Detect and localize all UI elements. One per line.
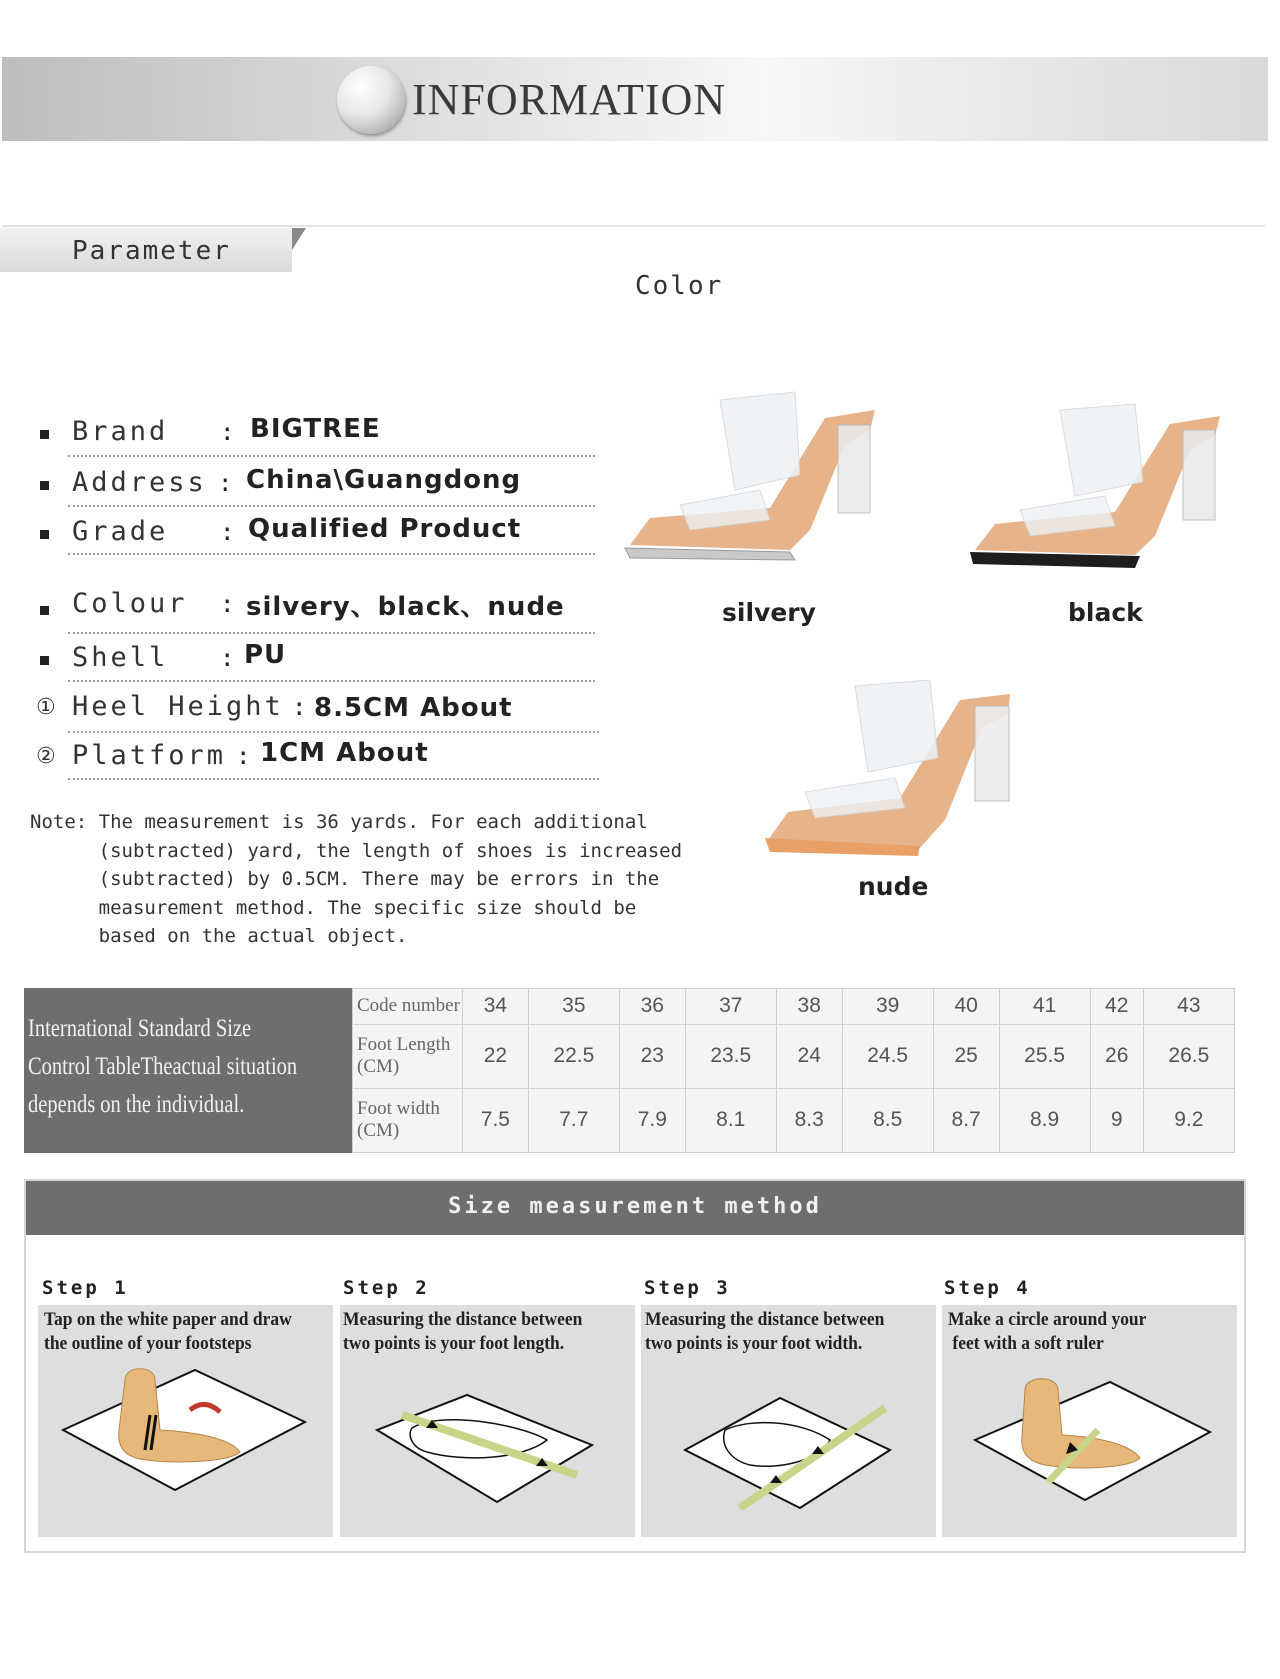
spec-colon: : (220, 644, 235, 672)
size-chart-title-line: Control TableTheactual situation (28, 1053, 298, 1080)
dotted-divider (68, 553, 595, 555)
step-3-title: Step 3 (644, 1277, 731, 1299)
bullet-icon (40, 430, 49, 439)
table-cell: 26.5 (1143, 1024, 1234, 1088)
dotted-divider (68, 632, 595, 634)
spec-value: PU (244, 640, 287, 670)
step-4-text: Make a circle around your feet with a soft ruler (948, 1309, 1147, 1354)
spec-colon: : (292, 693, 307, 721)
table-cell: 22.5 (528, 1024, 619, 1088)
spec-colon: : (220, 590, 235, 618)
spec-value: BIGTREE (250, 414, 381, 444)
size-chart (24, 988, 1235, 1153)
table-cell: 8.7 (933, 1088, 999, 1152)
step-1-title: Step 1 (42, 1277, 129, 1299)
parameter-label: Parameter (72, 236, 231, 266)
step-2-title: Step 2 (343, 1277, 430, 1299)
table-cell: 8.9 (999, 1088, 1090, 1152)
bullet-icon (40, 606, 49, 615)
table-cell: 43 (1143, 989, 1234, 1025)
table-cell: 8.5 (842, 1088, 933, 1152)
bullet-icon (40, 530, 49, 539)
measurement-note: Note: The measurement is 36 yards. For each additional (subtracted) yard, the length of shoes is increased (subtracted) by 0.5CM. There may be errors in the measurement method. The specific size should be based on the actual object. (30, 811, 683, 947)
circled-one-marker: ① (36, 695, 56, 720)
dotted-divider (68, 680, 595, 682)
table-cell: 25.5 (999, 1024, 1090, 1088)
bullet-icon (40, 481, 49, 490)
table-cell: 7.5 (463, 1088, 529, 1152)
spec-colon: : (220, 518, 235, 546)
size-grid (352, 988, 1235, 1153)
dotted-divider (68, 731, 599, 733)
table-row (353, 989, 1235, 1025)
dotted-divider (68, 455, 595, 457)
table-cell: 23 (619, 1024, 685, 1088)
shoe-image-black (965, 400, 1225, 580)
spec-value: Qualified Product (248, 514, 522, 544)
method-header-bar (26, 1181, 1244, 1235)
table-cell: 8.1 (685, 1088, 776, 1152)
color-heading: Color (635, 271, 724, 301)
step-3-text: Measuring the distance between two points is your foot width. (645, 1309, 885, 1354)
table-cell: 7.9 (619, 1088, 685, 1152)
banner-circle-icon (337, 66, 405, 134)
spec-colon: : (236, 742, 251, 770)
color-caption-black: black (1068, 598, 1143, 627)
spec-label: Heel Height (72, 691, 284, 722)
step-1-illustration (55, 1360, 310, 1510)
spec-colon: : (220, 418, 235, 446)
step-3-illustration (680, 1390, 900, 1520)
size-chart-title-line: depends on the individual. (28, 1091, 245, 1118)
divider (2, 225, 1265, 227)
row-header: Foot width (CM) (353, 1088, 463, 1152)
table-cell: 7.7 (528, 1088, 619, 1152)
step-4-title: Step 4 (944, 1277, 1031, 1299)
table-cell: 22 (463, 1024, 529, 1088)
spec-colon: : (218, 469, 233, 497)
circled-two-marker: ② (36, 744, 56, 769)
row-header: Code number (353, 989, 463, 1025)
table-cell: 39 (842, 989, 933, 1025)
size-chart-title-line: International Standard Size (28, 1015, 252, 1042)
table-cell: 26 (1090, 1024, 1143, 1088)
table-cell: 40 (933, 989, 999, 1025)
spec-label: Address (72, 467, 207, 498)
step-2-illustration (372, 1390, 602, 1510)
dotted-divider (68, 778, 599, 780)
table-cell: 38 (776, 989, 842, 1025)
color-caption-silvery: silvery (722, 598, 816, 627)
table-cell: 24 (776, 1024, 842, 1088)
spec-value: 8.5CM About (314, 693, 513, 723)
table-cell: 37 (685, 989, 776, 1025)
table-cell: 8.3 (776, 1088, 842, 1152)
spec-label: Shell (72, 642, 169, 673)
table-cell: 25 (933, 1024, 999, 1088)
table-cell: 23.5 (685, 1024, 776, 1088)
size-chart-title (28, 1010, 356, 1124)
step-1-text: Tap on the white paper and draw the outline of your footsteps (44, 1309, 292, 1354)
shoe-image-silvery (620, 390, 880, 570)
spec-value: 1CM About (260, 738, 429, 768)
table-row (353, 1024, 1235, 1088)
table-cell: 35 (528, 989, 619, 1025)
table-cell: 9 (1090, 1088, 1143, 1152)
bullet-icon (40, 656, 49, 665)
size-chart-title-cell (24, 988, 352, 1153)
shoe-image-nude (760, 680, 1020, 860)
tab-corner-icon (292, 228, 306, 250)
spec-label: Brand (72, 416, 169, 447)
color-caption-nude: nude (858, 872, 929, 901)
table-cell: 36 (619, 989, 685, 1025)
table-row (353, 1088, 1235, 1152)
table-cell: 24.5 (842, 1024, 933, 1088)
table-cell: 41 (999, 989, 1090, 1025)
method-title: Size measurement method (448, 1194, 822, 1219)
step-2-text: Measuring the distance between two points is your foot length. (343, 1309, 583, 1354)
dotted-divider (68, 505, 595, 507)
row-header: Foot Length (CM) (353, 1024, 463, 1088)
spec-label: Platform (72, 740, 227, 771)
table-cell: 42 (1090, 989, 1143, 1025)
spec-label: Grade (72, 516, 169, 547)
table-cell: 34 (463, 989, 529, 1025)
spec-value: China\Guangdong (246, 465, 522, 495)
spec-value: silvery、black、nude (246, 592, 565, 622)
table-cell: 9.2 (1143, 1088, 1234, 1152)
banner-title: INFORMATION (412, 75, 727, 124)
step-4-illustration (970, 1370, 1220, 1520)
spec-label: Colour (72, 588, 188, 619)
